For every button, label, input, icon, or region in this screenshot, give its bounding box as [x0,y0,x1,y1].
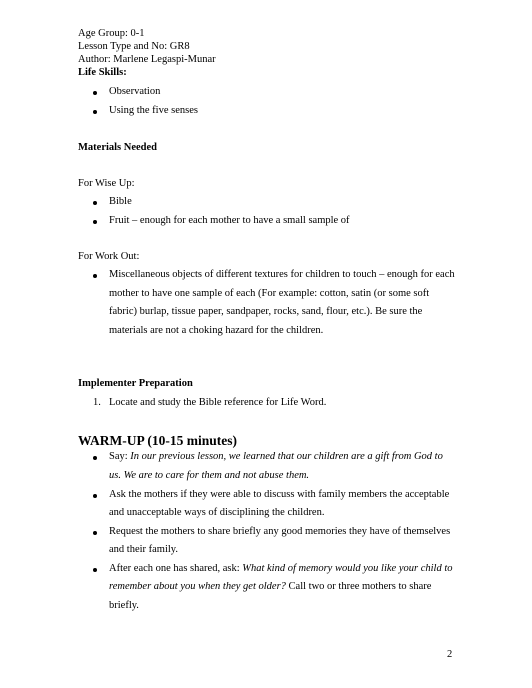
bullet-icon [93,91,97,95]
bullet-icon [93,494,97,498]
work-out-item-line: materials are not a choking hazard for the children. [109,325,324,336]
instruction-text: Call two or three mothers to share [285,581,432,592]
life-skill-item: Using the five senses [109,105,198,116]
bullet-icon [93,110,97,114]
bullet-icon [93,456,97,460]
warmup-item-4-line-3: briefly. [109,600,139,611]
wise-up-item: Bible [109,196,132,207]
warmup-item-2-line: Ask the mothers if they were able to discuss with family members the acceptable [109,489,450,500]
implementer-heading: Implementer Preparation [78,378,193,389]
wise-up-item: Fruit – enough for each mother to have a small sample of [109,215,350,226]
implementer-item-number: 1. [93,397,101,408]
question-text: What kind of memory would you like your child to [242,563,453,574]
lesson-type: Lesson Type and No: GR8 [78,41,190,52]
work-out-item-line: mother to have one sample of each (For example: cotton, satin (or some soft [109,288,430,299]
work-out-label: For Work Out: [78,251,140,262]
warmup-item-3-line: and their family. [109,544,179,555]
quote-text: In our previous lesson, we learned that our children are a gift from God to [130,451,443,462]
author: Author: Marlene Legaspi-Munar [78,54,216,65]
page-number: 2 [447,649,453,660]
implementer-item: Locate and study the Bible reference for Life Word. [109,397,327,408]
warmup-item-1-line-1 [109,450,443,463]
life-skill-item: Observation [109,86,161,97]
age-group: Age Group: 0-1 [78,28,145,39]
work-out-item-line: Miscellaneous objects of different textures for children to touch – enough for each [109,269,455,280]
warmup-item-2-line: and unacceptable ways of disciplining the children. [109,507,325,518]
bullet-icon [93,201,97,205]
work-out-item-line: fabric) burlap, tissue paper, sandpaper, rocks, sand, flour, etc.). Be sure the [109,306,423,317]
question-text: remember about you when they get older? [109,581,286,592]
warmup-item-3-line: Request the mothers to share briefly any good memories they have of themselves [109,526,451,537]
bullet-icon [93,274,97,278]
warmup-item-4-line-2 [109,580,431,593]
bullet-icon [93,568,97,572]
bullet-icon [93,531,97,535]
materials-heading: Materials Needed [78,142,158,153]
bullet-icon [93,220,97,224]
life-skills-label: Life Skills: [78,67,127,78]
say-prefix: Say: [109,451,131,462]
ask-prefix: After each one has shared, ask: [109,563,243,574]
warmup-heading: WARM-UP (10-15 minutes) [78,433,237,448]
warmup-item-4-line-1 [109,562,453,575]
warmup-item-1-line-2: us. We are to care for them and not abuse them. [109,470,310,481]
wise-up-label: For Wise Up: [78,178,135,189]
